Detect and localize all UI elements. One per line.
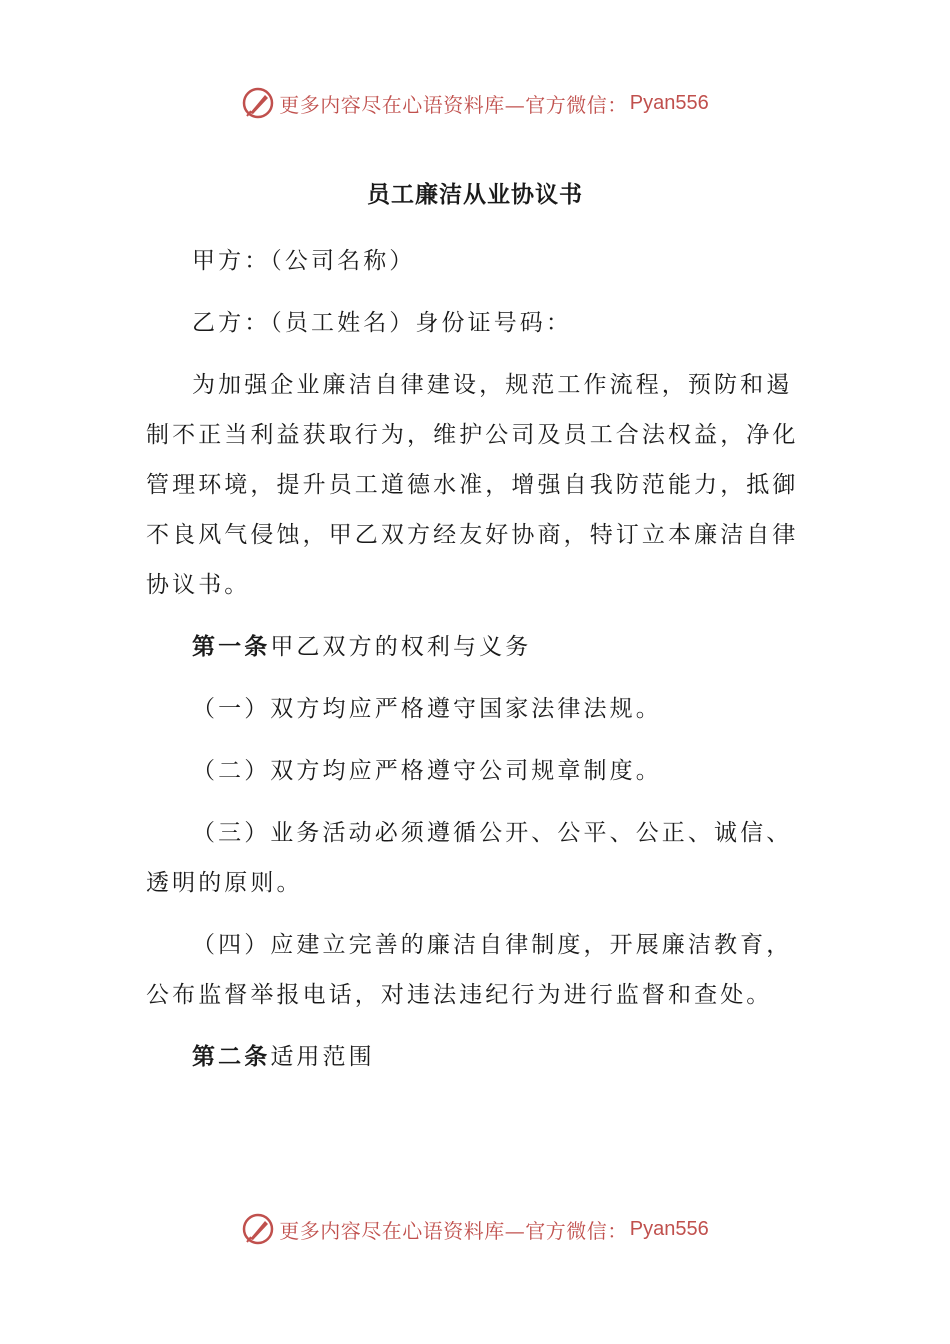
header-banner — [0, 86, 950, 120]
preamble-paragraph: 为加强企业廉洁自律建设，规范工作流程，预防和遏制不正当利益获取行为，维护公司及员工合法权益，净化管理环境，提升员工道德水准，增强自我防范能力，抵御不良风气侵蚀，甲乙双方经友好协商，特订立本廉洁自律协议书。 — [146, 372, 799, 598]
party-b-line: 乙方：（员工姓名）身份证号码： — [192, 310, 572, 336]
document-body — [146, 236, 806, 1094]
article-1-item-2: （二）双方均应严格遵守公司规章制度。 — [192, 758, 662, 784]
quill-pen-icon — [241, 1212, 275, 1246]
wechat-handle: Pyan556 — [629, 1217, 709, 1240]
footer-banner — [0, 1212, 950, 1246]
banner-text: 更多内容尽在心语资料库—官方微信： — [279, 92, 628, 117]
article-1-title: 甲乙双方的权利与义务 — [270, 634, 532, 660]
article-2-heading — [146, 1032, 806, 1082]
document-title: 员工廉洁从业协议书 — [367, 181, 583, 208]
article-2-number: 第二条 — [192, 1043, 271, 1070]
wechat-handle: Pyan556 — [629, 91, 709, 114]
article-2-title: 适用范围 — [270, 1044, 375, 1070]
article-1-item-3: （三）业务活动必须遵循公开、公平、公正、诚信、透明的原则。 — [146, 820, 793, 896]
article-1-number: 第一条 — [192, 633, 271, 660]
quill-pen-icon — [241, 86, 275, 120]
article-1-heading — [146, 622, 806, 672]
banner-text: 更多内容尽在心语资料库—官方微信： — [279, 1218, 628, 1243]
article-1-item-1: （一）双方均应严格遵守国家法律法规。 — [192, 696, 662, 722]
article-1-item-4: （四）应建立完善的廉洁自律制度，开展廉洁教育，公布监督举报电话，对违法违纪行为进行监督和查处。 — [146, 932, 793, 1008]
party-a-line: 甲方：（公司名称） — [192, 248, 416, 274]
